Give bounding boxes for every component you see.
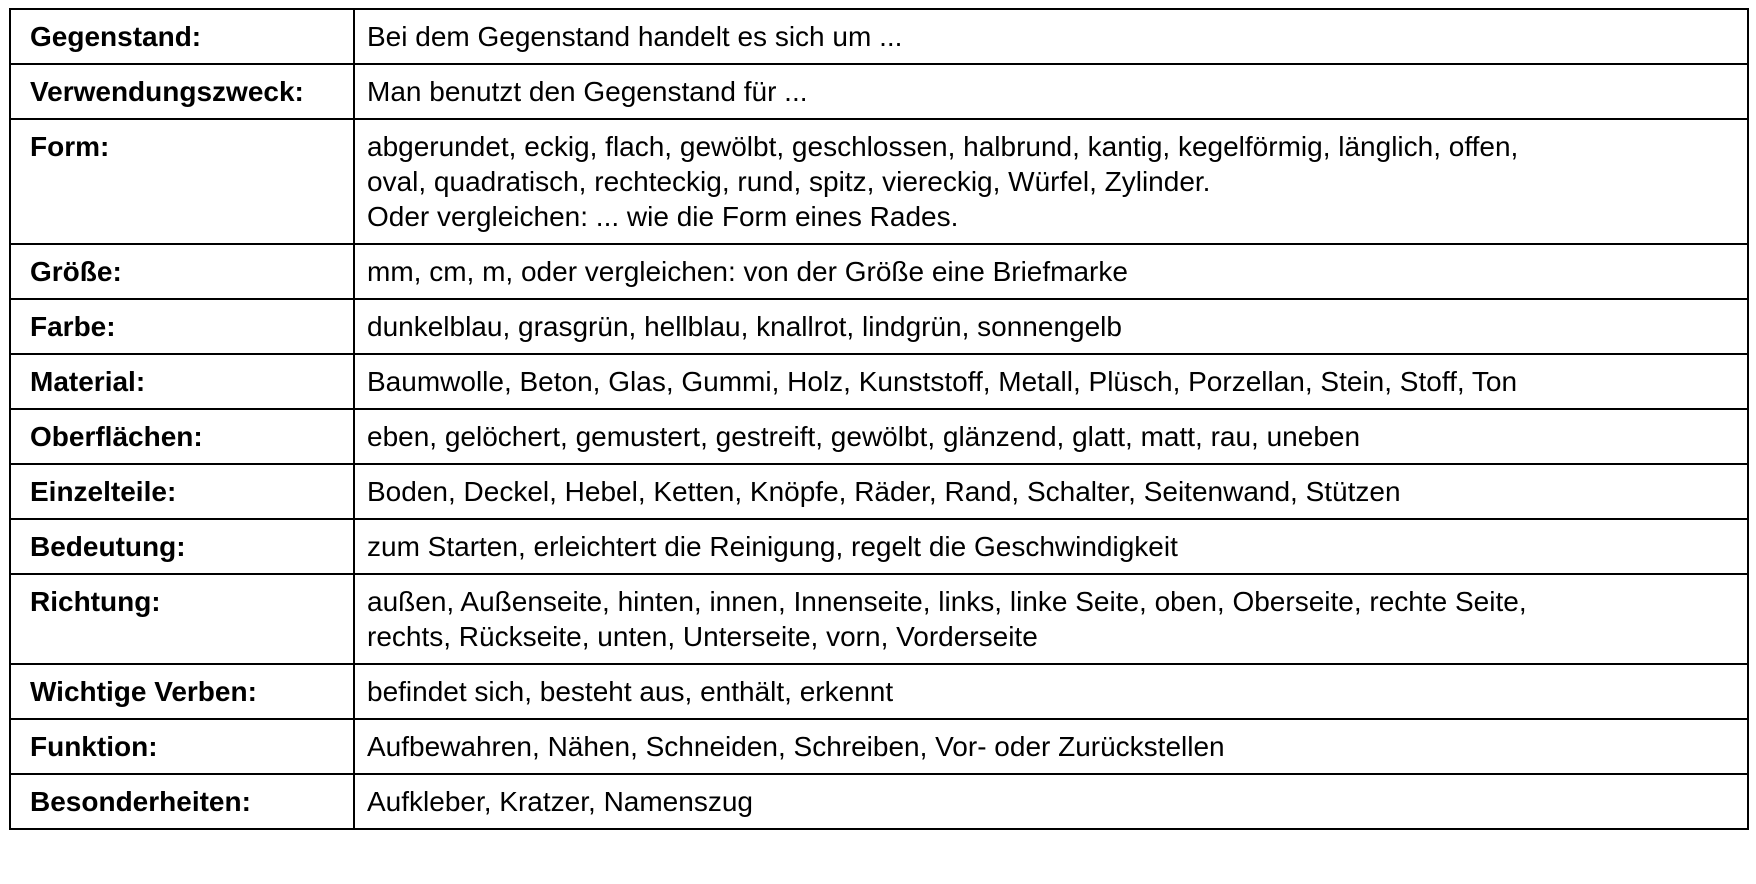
row-words: Aufbewahren, Nähen, Schneiden, Schreiben, Vor- oder Zurückstellen: [354, 719, 1748, 774]
row-words: Aufkleber, Kratzer, Namenszug: [354, 774, 1748, 829]
row-words: Bei dem Gegenstand handelt es sich um ...: [354, 9, 1748, 64]
row-words: dunkelblau, grasgrün, hellblau, knallrot, lindgrün, sonnengelb: [354, 299, 1748, 354]
row-label: Funktion:: [10, 719, 354, 774]
row-label: Wichtige Verben:: [10, 664, 354, 719]
table-row-farbe: [10, 299, 1748, 354]
row-label: Bedeutung:: [10, 519, 354, 574]
table-row-groesse: [10, 244, 1748, 299]
row-words: außen, Außenseite, hinten, innen, Innenseite, links, linke Seite, oben, Oberseite, rechte Seite, rechts, Rückseite, unten, Unterseite, vorn, Vorderseite: [354, 574, 1748, 664]
row-label: Richtung:: [10, 574, 354, 664]
table-row-verwendungszweck: [10, 64, 1748, 119]
table-row-besonderheiten: [10, 774, 1748, 829]
table-row-funktion: [10, 719, 1748, 774]
description-word-table: [9, 8, 1749, 830]
table-row-oberflaechen: [10, 409, 1748, 464]
row-label: Einzelteile:: [10, 464, 354, 519]
table-row-richtung: [10, 574, 1748, 664]
word-list-document: [9, 8, 1747, 830]
table-row-wichtige-verben: [10, 664, 1748, 719]
row-words: Man benutzt den Gegenstand für ...: [354, 64, 1748, 119]
row-label: Größe:: [10, 244, 354, 299]
row-label: Gegenstand:: [10, 9, 354, 64]
row-words: mm, cm, m, oder vergleichen: von der Größe eine Briefmarke: [354, 244, 1748, 299]
row-label: Farbe:: [10, 299, 354, 354]
row-words: Boden, Deckel, Hebel, Ketten, Knöpfe, Räder, Rand, Schalter, Seitenwand, Stützen: [354, 464, 1748, 519]
table-row-gegenstand: [10, 9, 1748, 64]
row-words: zum Starten, erleichtert die Reinigung, regelt die Geschwindigkeit: [354, 519, 1748, 574]
row-words: befindet sich, besteht aus, enthält, erkennt: [354, 664, 1748, 719]
table-row-form: [10, 119, 1748, 244]
row-label: Verwendungszweck:: [10, 64, 354, 119]
row-words: eben, gelöchert, gemustert, gestreift, gewölbt, glänzend, glatt, matt, rau, uneben: [354, 409, 1748, 464]
row-label: Form:: [10, 119, 354, 244]
table-row-bedeutung: [10, 519, 1748, 574]
row-label: Oberflächen:: [10, 409, 354, 464]
row-label: Material:: [10, 354, 354, 409]
row-label: Besonderheiten:: [10, 774, 354, 829]
table-row-material: [10, 354, 1748, 409]
table-row-einzelteile: [10, 464, 1748, 519]
row-words: abgerundet, eckig, flach, gewölbt, geschlossen, halbrund, kantig, kegelförmig, länglich, offen, oval, quadratisch, rechteckig, rund, spitz, viereckig, Würfel, Zylinder. Oder vergleichen: ... wie die Form eines Rades.: [354, 119, 1748, 244]
row-words: Baumwolle, Beton, Glas, Gummi, Holz, Kunststoff, Metall, Plüsch, Porzellan, Stein, Stoff, Ton: [354, 354, 1748, 409]
